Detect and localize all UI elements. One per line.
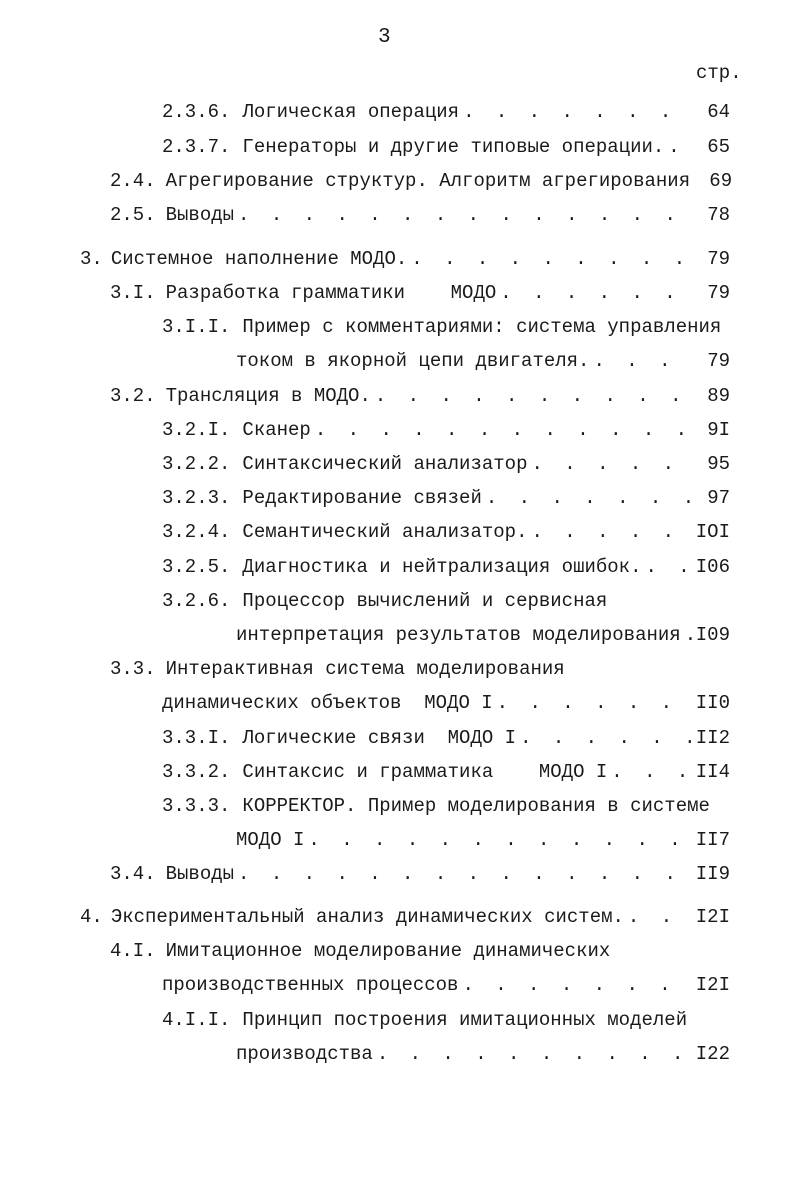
toc-entry-title: Пример с комментариями: система управления: [242, 316, 722, 338]
toc-entry-title-continued: током в якорной цепи двигателя.: [236, 350, 590, 372]
toc-entry-title: Процессор вычислений и сервисная: [242, 590, 608, 612]
toc-entry-number: 3.3.: [110, 658, 156, 680]
toc-entry-title: КОРРЕКТОР. Пример моделирования в системе: [242, 795, 710, 817]
toc-entry-title: Редактирование связей: [242, 487, 482, 509]
toc-entry-number: 3.I.: [110, 282, 156, 304]
toc-entry-number: 4.I.I.: [162, 1009, 231, 1031]
toc-leader-dots: [628, 906, 692, 928]
toc-entry-number: 3.2.3.: [162, 487, 231, 509]
toc-entry-number: 3.2.5.: [162, 556, 231, 578]
page-number: 3: [378, 26, 391, 49]
toc-entry-title: Диагностика и нейтрализация ошибок.: [242, 556, 642, 578]
toc-entry-number: 3.2.6.: [162, 590, 231, 612]
toc-leader-dots: [375, 385, 692, 407]
toc-entry-page: II0: [695, 692, 730, 714]
toc-entry-title: Интерактивная система моделирования: [165, 658, 565, 680]
toc-entry: [0, 487, 730, 517]
toc-entry-title: Семантический анализатор.: [242, 521, 528, 543]
toc-entry-title: Агрегирование структур. Алгоритм агрегирования: [165, 170, 691, 192]
toc-entry-page: II7: [695, 829, 730, 851]
toc-entry-page: IOI: [695, 521, 730, 543]
toc-entry-title-continued: производства: [236, 1043, 373, 1065]
toc-entry-number: 3.2.: [110, 385, 156, 407]
toc-entry-title: Трансляция в МОДО.: [165, 385, 371, 407]
toc-leader-dots: [315, 419, 692, 441]
toc-entry: [0, 761, 730, 791]
toc-entry-number: 2.3.6.: [162, 101, 231, 123]
toc-leader-dots: [593, 350, 692, 372]
toc-entry-title: Имитационное моделирование динамических: [165, 940, 611, 962]
toc-entry-page: I2I: [695, 906, 730, 928]
toc-entry-number: 2.3.7.: [162, 136, 231, 158]
toc-entry: [0, 1009, 730, 1039]
toc-entry: [0, 863, 730, 893]
toc-entry-page: 9I: [707, 419, 730, 441]
toc-entry-title: Синтаксический анализатор: [242, 453, 528, 475]
toc-entry-page: 79: [707, 282, 730, 304]
toc-entry-title: Системное наполнение МОДО.: [110, 248, 408, 270]
toc-entry: [0, 453, 730, 483]
toc-entry-number: 3.: [80, 248, 103, 270]
toc-entry-continuation: [0, 692, 730, 722]
toc-entry-title: Логическая операция: [242, 101, 460, 123]
toc-entry-page: 95: [707, 453, 730, 475]
toc-entry-title: Логические связи МОДО I: [242, 727, 517, 749]
toc-entry-page: 79: [707, 248, 730, 270]
toc-entry-title-continued: производственных процессов: [162, 974, 459, 996]
toc-entry-title: Выводы: [165, 863, 235, 885]
toc-entry-page: I22: [695, 1043, 730, 1065]
toc-entry-title-continued: МОДО I: [236, 829, 305, 851]
toc-entry-page: II9: [695, 863, 730, 885]
toc-entry-continuation: [0, 624, 730, 654]
toc-leader-dots: [238, 863, 692, 885]
toc-entry-page: 89: [707, 385, 730, 407]
toc-entry: [0, 906, 730, 936]
toc-leader-dots: [411, 248, 692, 270]
toc-entry-page: 64: [707, 101, 730, 123]
toc-leader-dots: [531, 521, 691, 543]
toc-leader-dots: [497, 692, 692, 714]
toc-entry-number: 3.3.2.: [162, 761, 231, 783]
toc-entry-page: 69: [709, 170, 733, 192]
toc-leader-dots: [531, 453, 692, 475]
toc-entry-continuation: [0, 350, 730, 380]
toc-leader-dots: [238, 204, 692, 226]
toc-entry-title-continued: динамических объектов МОДО I: [162, 692, 493, 714]
toc-entry: [0, 795, 730, 825]
toc-entry-number: 3.3.3.: [162, 795, 231, 817]
toc-entry: [0, 658, 730, 688]
toc-entry-number: 4.: [80, 906, 103, 928]
toc-entry-number: 3.2.2.: [162, 453, 231, 475]
toc-entry-continuation: [0, 829, 730, 859]
toc-entry-number: 2.5.: [110, 204, 156, 226]
pages-column-header: стр.: [696, 62, 742, 84]
toc-entry-number: 3.3.I.: [162, 727, 231, 749]
toc-entry-page: 97: [707, 487, 730, 509]
toc-entry-number: 3.4.: [110, 863, 156, 885]
toc-entry: [0, 101, 730, 131]
toc-entry: [0, 940, 730, 970]
toc-entry-title-continued: интерпретация результатов моделирования: [236, 624, 681, 646]
toc-leader-dots: [520, 727, 692, 749]
toc-entry-page: II4: [695, 761, 730, 783]
toc-entry-title: Экспериментальный анализ динамических систем.: [110, 906, 624, 928]
toc-leader-dots: [463, 101, 692, 123]
toc-entry: [0, 316, 730, 346]
toc-entry: [0, 556, 730, 586]
toc-entry-page: I2I: [695, 974, 730, 996]
toc-entry-page: 65: [707, 136, 730, 158]
toc-entry: [0, 282, 730, 312]
toc-entry-title: Синтаксис и грамматика МОДО I: [242, 761, 608, 783]
toc-leader-dots: [377, 1043, 692, 1065]
toc-entry-number: 3.I.I.: [162, 316, 231, 338]
toc-entry-number: 3.2.4.: [162, 521, 231, 543]
toc-entry-page: I09: [695, 624, 730, 646]
toc-entry-continuation: [0, 974, 730, 1004]
toc-entry: [0, 170, 733, 200]
toc-entry: [0, 419, 730, 449]
toc-entry: [0, 521, 730, 551]
toc-leader-dots: [486, 487, 692, 509]
toc-entry-title: Сканер: [242, 419, 311, 441]
toc-entry: [0, 590, 730, 620]
toc-entry-title: Принцип построения имитационных моделей: [242, 1009, 688, 1031]
toc-leader-dots: [668, 136, 692, 158]
toc-entry-number: 4.I.: [110, 940, 156, 962]
toc-leader-dots: [308, 829, 691, 851]
toc-entry-title: Выводы: [165, 204, 235, 226]
toc-entry-number: 2.4.: [110, 170, 156, 192]
toc-entry-page: 78: [707, 204, 730, 226]
toc-entry-page: 79: [707, 350, 730, 372]
toc-entry: [0, 204, 730, 234]
toc-entry: [0, 727, 730, 757]
toc-entry-title: Генераторы и другие типовые операции.: [242, 136, 665, 158]
toc-entry-page: I06: [695, 556, 730, 578]
toc-leader-dots: [646, 556, 692, 578]
toc-entry: [0, 136, 730, 166]
toc-entry-page: II2: [695, 727, 730, 749]
toc-entry: [0, 248, 730, 278]
toc-entry: [0, 385, 730, 415]
toc-entry-continuation: [0, 1043, 730, 1073]
toc-leader-dots: [500, 282, 692, 304]
toc-entry-number: 3.2.I.: [162, 419, 231, 441]
toc-leader-dots: [611, 761, 692, 783]
toc-leader-dots: [462, 974, 691, 996]
toc-entry-title: Разработка грамматики МОДО: [165, 282, 497, 304]
toc-leader-dots: [685, 624, 692, 646]
